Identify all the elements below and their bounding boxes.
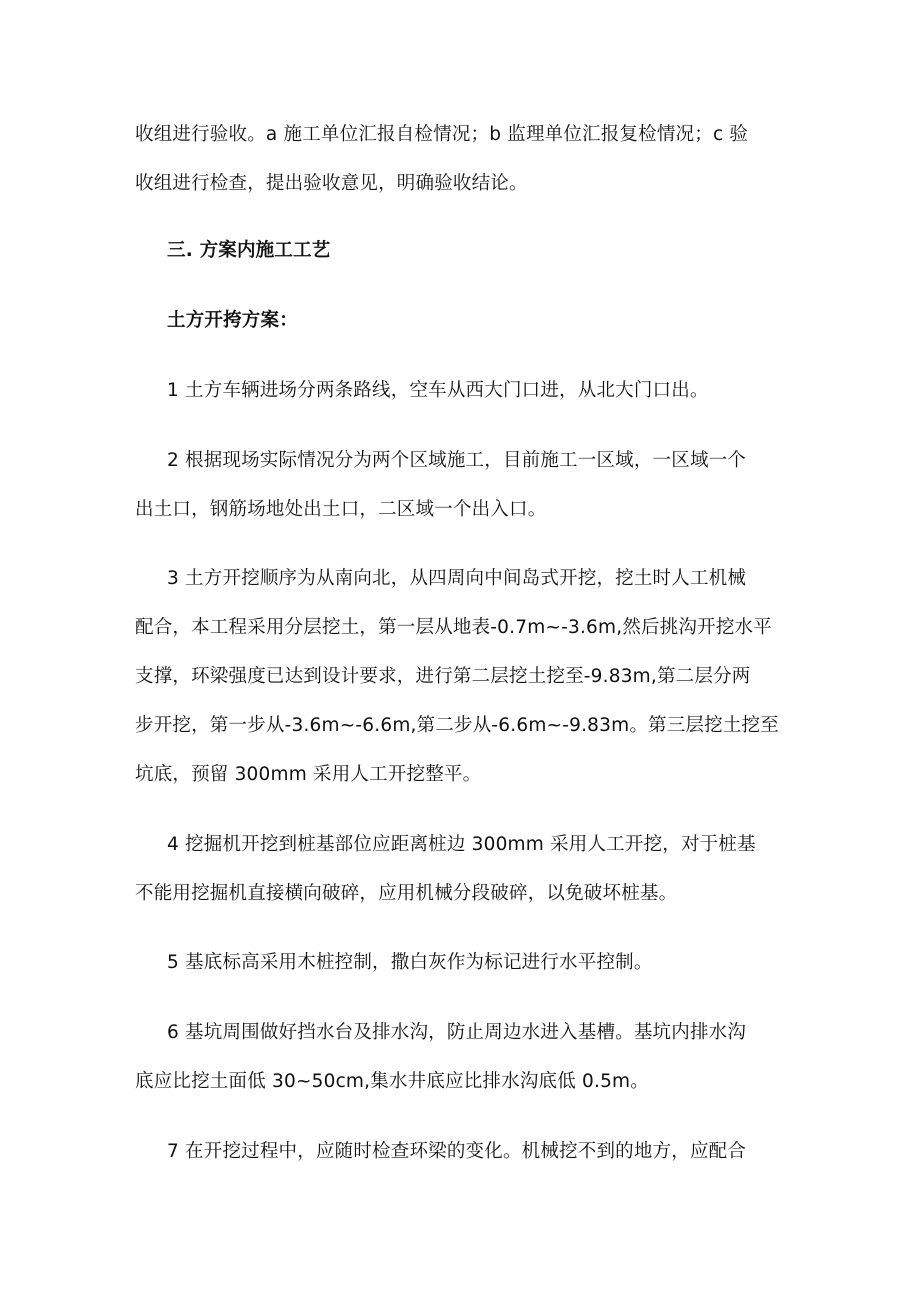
text-line: 步开挖，第一步从-3.6m~-6.6m,第二步从-6.6m~-9.83m。第三层挖土挖至 xyxy=(135,715,779,736)
subsection-heading xyxy=(135,296,822,345)
list-item xyxy=(135,436,790,534)
intro-paragraph xyxy=(135,110,790,208)
text-line: 收组进行验收。a 施工单位汇报自检情况；b 监理单位汇报复检情况；c 验 xyxy=(135,124,749,145)
text-line: 1 土方车辆进场分两条路线，空车从西大门口进，从北大门口出。 xyxy=(167,380,709,401)
text-line: 3 土方开挖顺序为从南向北，从四周向中间岛式开挖，挖土时人工机械 xyxy=(167,568,747,589)
text-line: 出土口，钢筋场地处出土口，二区域一个出入口。 xyxy=(135,499,547,520)
text-line: 坑底，预留 300mm 采用人工开挖整平。 xyxy=(135,764,482,785)
text-line: 5 基底标高采用木桩控制，撒白灰作为标记进行水平控制。 xyxy=(167,952,653,973)
text-line: 配合，本工程采用分层挖土，第一层从地表-0.7m~-3.6m,然后挑沟开挖水平 xyxy=(135,617,772,638)
section-title: 三. 方案内施工工艺 xyxy=(167,240,331,261)
list-item xyxy=(135,938,790,987)
text-line: 底应比挖土面低 30~50cm,集水井底应比排水沟底低 0.5m。 xyxy=(135,1071,649,1092)
list-item xyxy=(135,554,790,799)
text-line: 支撑，环梁强度已达到设计要求，进行第二层挖土挖至-9.83m,第二层分两 xyxy=(135,666,751,687)
list-item xyxy=(135,820,790,918)
list-item xyxy=(135,1008,790,1106)
section-heading xyxy=(135,226,822,275)
text-line: 7 在开挖过程中，应随时检查环梁的变化。机械挖不到的地方，应配合 xyxy=(167,1141,747,1162)
text-line: 不能用挖掘机直接横向破碎，应用机械分段破碎，以免破坏桩基。 xyxy=(135,883,678,904)
text-line: 4 挖掘机开挖到桩基部位应距离桩边 300mm 采用人工开挖，对于桩基 xyxy=(167,834,756,855)
text-line: 2 根据现场实际情况分为两个区域施工，目前施工一区域，一区域一个 xyxy=(167,450,747,471)
list-item xyxy=(135,1127,790,1176)
text-line: 6 基坑周围做好挡水台及排水沟，防止周边水进入基槽。基坑内排水沟 xyxy=(167,1022,747,1043)
text-line: 收组进行检查，提出验收意见，明确验收结论。 xyxy=(135,173,528,194)
list-item xyxy=(135,366,790,415)
subsection-title: 土方开挎方案： xyxy=(167,310,298,331)
